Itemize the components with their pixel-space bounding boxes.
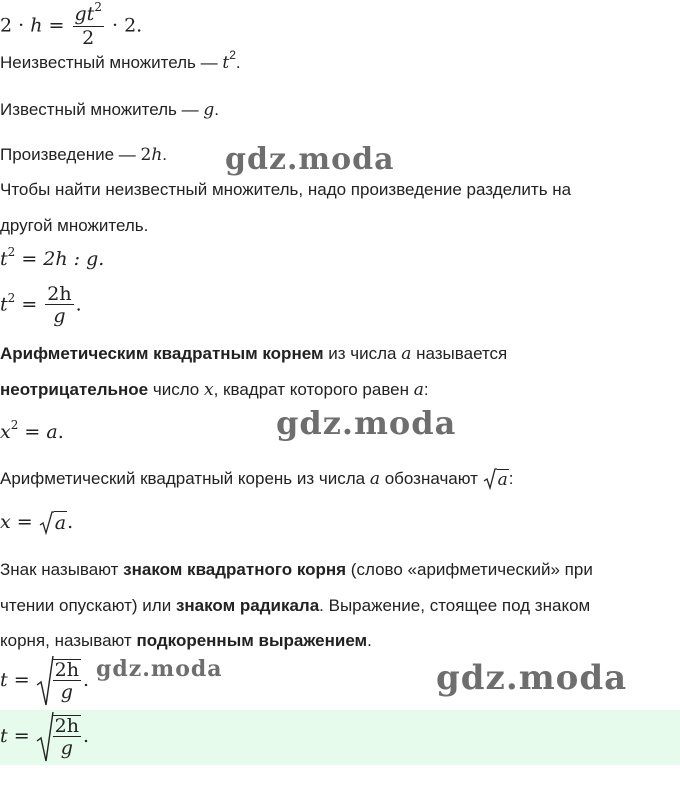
label: Неизвестный множитель — — [0, 53, 218, 72]
end: . — [162, 145, 168, 164]
rhs: 2h : g. — [43, 248, 105, 270]
var-a: a — [369, 469, 380, 489]
sup: 2 — [229, 48, 236, 62]
sign-line-1 — [0, 559, 593, 581]
var-a: a — [401, 344, 412, 364]
text: Арифметический квадратный корень из числа — [0, 469, 366, 488]
watermark-logo: gdz.moda — [96, 656, 223, 682]
eq-var-h: h — [30, 14, 43, 37]
text: (слово «арифметический» при — [350, 560, 593, 579]
bold-term: неотрицательное — [0, 380, 149, 399]
coef: 2 — [140, 145, 152, 165]
watermark-logo: gdz.moda — [436, 658, 628, 698]
radicand: a — [54, 512, 67, 534]
text: Знак называют — [0, 560, 119, 579]
var-a: a — [46, 421, 58, 443]
equation-x-sqrt-a — [0, 511, 73, 535]
equation-x2-a — [0, 418, 64, 443]
sup: 2 — [10, 418, 19, 432]
end: . — [75, 293, 82, 316]
text: : — [423, 380, 429, 399]
var-x: x — [204, 380, 214, 400]
eq-sign: = — [48, 14, 65, 37]
var-t: t — [0, 248, 8, 270]
sup: 2 — [7, 245, 16, 259]
eq-sign: = — [16, 511, 33, 533]
text: . — [367, 631, 372, 650]
end: . — [82, 669, 90, 691]
eq-sign: = — [21, 248, 38, 270]
bold-term: Арифметическим квадратным корнем — [0, 344, 324, 363]
text: чтении опускают) или — [0, 596, 172, 615]
bold-term: подкоренным выражением — [136, 631, 368, 650]
var-t: t — [0, 725, 8, 747]
text: называется — [416, 344, 508, 363]
answer-highlight — [0, 710, 680, 765]
var: t — [222, 53, 230, 73]
sign-line-2 — [0, 595, 590, 617]
var-x: x — [0, 511, 11, 533]
equation-doubled — [0, 0, 143, 49]
den: g — [53, 305, 66, 327]
text: обозначают — [384, 469, 478, 488]
equation-t2-fraction — [0, 284, 82, 327]
sign-line-3 — [0, 630, 372, 652]
den: 2 — [82, 27, 95, 49]
eq-dot: · — [18, 14, 25, 37]
num-g: g — [74, 3, 87, 25]
eq-tail: · 2. — [112, 14, 143, 37]
watermark-logo: gdz.moda — [276, 404, 457, 442]
var-a: a — [413, 380, 424, 400]
var: h — [151, 145, 163, 165]
label: Произведение — — [0, 145, 136, 164]
end: : — [508, 469, 514, 488]
sup: 2 — [7, 290, 16, 305]
eq-term: 2 — [0, 14, 13, 37]
eq-sign: = — [13, 725, 30, 747]
label: Известный множитель — — [0, 100, 199, 119]
eq-sign: = — [21, 293, 38, 316]
watermark-logo: gdz.moda — [225, 142, 395, 177]
num: 2h — [54, 659, 79, 681]
fraction — [73, 0, 104, 49]
num-t: t — [86, 3, 95, 25]
end: . — [82, 725, 90, 747]
definition-line-1 — [0, 343, 507, 365]
var: g — [203, 100, 215, 120]
product-line — [0, 144, 167, 166]
notation-line — [0, 468, 514, 491]
definition-line-2 — [0, 379, 429, 401]
bold-term: знаком квадратного корня — [123, 560, 347, 579]
eq-sign: = — [13, 669, 30, 691]
sqrt-symbol — [483, 468, 509, 491]
den: g — [60, 737, 73, 759]
unknown-factor-line — [0, 48, 241, 75]
var-t: t — [0, 293, 8, 316]
equation-t2-division — [0, 245, 105, 270]
known-factor-line — [0, 99, 219, 121]
radicand: a — [497, 470, 508, 491]
text: . Выражение, стоящее под знаком — [319, 596, 591, 615]
var-t: t — [0, 669, 8, 691]
den: g — [60, 681, 73, 703]
sqrt-symbol — [39, 511, 67, 535]
rule-line-2: другой множитель. — [0, 216, 149, 235]
text: корня, называют — [0, 631, 132, 650]
fraction — [45, 284, 73, 327]
sqrt-symbol — [36, 655, 83, 707]
end: . — [235, 53, 241, 72]
rule-line-1: Чтобы найти неизвестный множитель, надо произведение разделить на — [0, 180, 572, 199]
num: 2h — [54, 715, 79, 737]
end: . — [214, 100, 219, 119]
sqrt-symbol — [36, 711, 83, 763]
equation-t-sqrt-answer — [0, 711, 89, 763]
text: число — [152, 380, 200, 399]
num: 2h — [47, 283, 72, 305]
num-sup: 2 — [94, 0, 102, 14]
end: . — [67, 511, 74, 533]
equation-t-sqrt — [0, 655, 89, 707]
text: из числа — [328, 344, 397, 363]
end: . — [57, 421, 64, 443]
eq-sign: = — [24, 421, 41, 443]
bold-term: знаком радикала — [175, 596, 320, 615]
text: , квадрат которого равен — [213, 380, 410, 399]
var-x: x — [0, 421, 11, 443]
